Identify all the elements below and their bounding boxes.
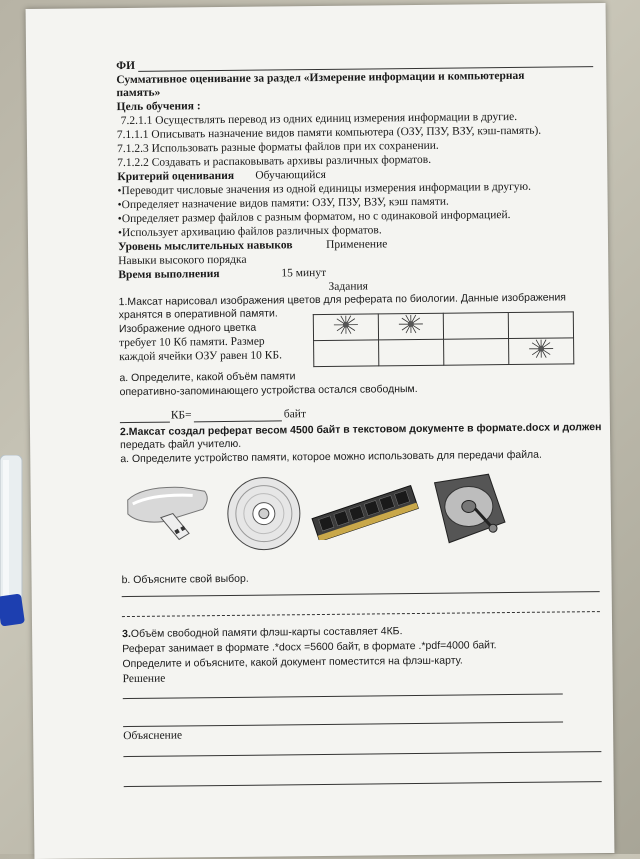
ram-cell — [379, 339, 444, 366]
ram-cell — [509, 338, 574, 365]
flower-icon — [396, 314, 426, 334]
task2-line-1: 2.Максат создал реферат весом 4500 байт в текстовом документе в формате.docx и должен — [119, 421, 602, 439]
ram-cells-table — [313, 311, 575, 367]
criteria-item: •Использует архивацию файлов различных форматов. — [117, 224, 382, 240]
answer-blank-byte — [194, 420, 282, 422]
fi-label: ФИ — [116, 59, 136, 73]
ram-cell — [313, 314, 378, 341]
level-sub: Навыки высокого порядка — [118, 253, 247, 268]
cd-disc-icon — [224, 474, 303, 553]
ram-cell — [508, 312, 573, 339]
task1-line-2: хранятся в оперативной памяти. — [118, 307, 278, 322]
task1-side-3: каждой ячейки ОЗУ равен 10 КБ. — [119, 349, 282, 364]
criteria-heading: Критерий оценивания — [117, 169, 235, 184]
answer-line — [123, 751, 601, 757]
time-heading: Время выполнения — [118, 268, 220, 282]
answer-line — [124, 781, 602, 787]
ram-cell — [444, 339, 509, 366]
time-value: 15 минут — [281, 266, 327, 280]
criteria-item: •Переводит числовые значения из одной единицы измерения информации в другую. — [117, 180, 532, 198]
ram-module-icon — [309, 485, 422, 540]
task1-line-1: 1.Максат нарисовал изображения цветов для реферата по биологии. Данные изображения — [118, 291, 567, 309]
task1-question-2: оперативно-запоминающего устройства остался свободным. — [119, 382, 418, 399]
goal-item: 7.2.1.1 Осуществлять перевод из одних единиц измерения информации в другие. — [120, 110, 518, 128]
worksheet — [26, 3, 615, 859]
criteria-item: •Определяет назначение видов памяти: ОЗУ, ПЗУ, ВЗУ, кэш памяти. — [117, 195, 449, 212]
answer-blank-kb — [120, 422, 170, 424]
usb-flash-drive-icon — [122, 477, 215, 550]
goal-item: 7.1.2.2 Создавать и распаковывать архивы различных форматов. — [117, 153, 432, 170]
level-value: Применение — [325, 238, 388, 251]
explanation-label: Объяснение — [123, 729, 183, 743]
flower-icon — [526, 339, 556, 359]
goal-item: 7.1.2.3 Использовать разные форматы файлов при их сохранении. — [116, 139, 439, 156]
task2-question-a: а. Определите устройство памяти, которое можно использовать для передачи файла. — [120, 448, 542, 466]
ram-cell — [314, 340, 379, 367]
task3-line-3: Определите и объясните, какой документ поместится на флэш-карту. — [122, 654, 463, 671]
byte-label: байт — [283, 408, 307, 421]
task1-side-1: Изображение одного цветка — [118, 321, 257, 336]
task3-number: 3. — [122, 627, 131, 641]
criteria-who: Обучающийся — [255, 168, 326, 182]
tasks-heading: Задания — [328, 280, 368, 293]
solution-label: Решение — [122, 672, 166, 686]
task2-question-b: b. Объясните свой выбор. — [121, 572, 249, 587]
goals-heading: Цель обучения : — [116, 100, 201, 114]
goal-item: 7.1.1.1 Описывать назначение видов памяти компьютера (ОЗУ, ПЗУ, ВЗУ, кэш-память). — [116, 124, 542, 142]
level-heading: Уровень мыслительных навыков — [118, 239, 293, 254]
task3-line-1-text: Объём свободной памяти флэш-карты составляет 4КБ. — [130, 625, 403, 640]
task1-question-1: а. Определите, какой объём памяти — [119, 370, 296, 385]
hard-disk-icon — [424, 470, 511, 549]
criteria-item: •Определяет размер файлов с разным форматом, но с одинаковой информацией. — [117, 208, 511, 226]
ram-cell — [378, 313, 443, 340]
title-line-2: память» — [116, 86, 161, 100]
section-divider — [122, 611, 600, 617]
answer-line — [123, 721, 563, 727]
flower-icon — [331, 315, 361, 335]
task3-line-1 — [122, 625, 402, 641]
title-line-1: Суммативное оценивание за раздел «Измерение информации и компьютерная — [116, 69, 525, 87]
ram-cell — [443, 313, 508, 340]
task2-line-2: передать файл учителю. — [120, 437, 242, 452]
task3-line-2: Реферат занимает в формате .*docx =5600 байт, в формате .*pdf=4000 байт. — [122, 639, 497, 656]
answer-line — [123, 693, 563, 699]
answer-line — [122, 591, 600, 597]
task1-side-2: требует 10 Кб памяти. Размер — [119, 335, 265, 350]
kb-label: КБ= — [170, 409, 192, 422]
